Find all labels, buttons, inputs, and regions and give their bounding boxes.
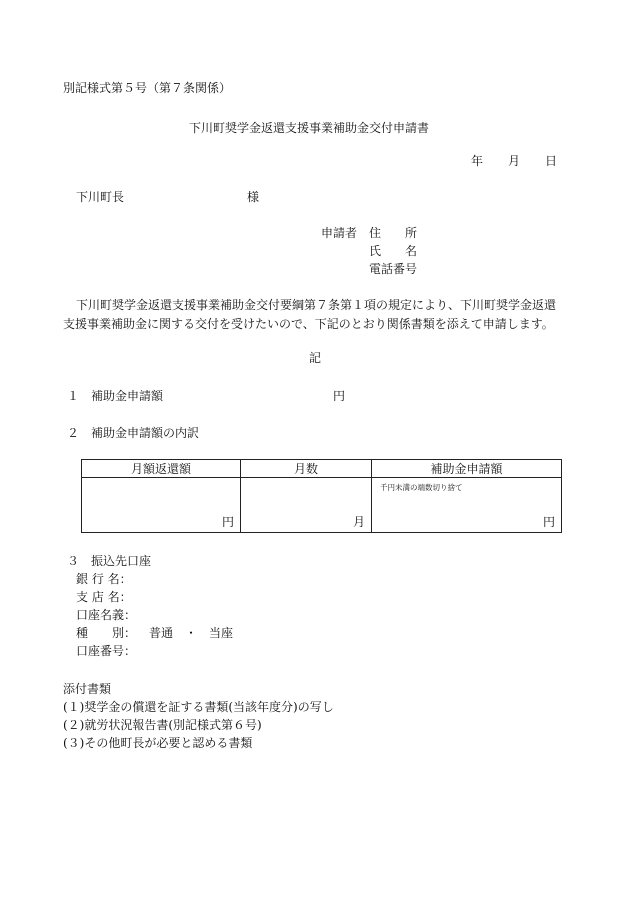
breakdown-input-row	[82, 478, 562, 533]
applicant-phone-label: 電話番号	[369, 262, 418, 276]
date-day: 日	[545, 154, 558, 168]
cell-months[interactable]	[241, 478, 372, 533]
attachment-item: (３)その他町長が必要と認める書類	[63, 736, 253, 750]
account-number-label: 口座番号：	[76, 644, 137, 658]
item1-unit: 円	[333, 389, 346, 403]
breakdown-table	[81, 459, 562, 533]
unit-yen: 円	[221, 515, 234, 529]
body-line-1: 下川町奨学金返還支援事業補助金交付要綱第７条第１項の規定により、下川町奨学金返還	[76, 298, 557, 312]
ki-heading: 記	[309, 351, 322, 365]
form-number: 別記様式第５号（第７条関係）	[63, 81, 232, 95]
cell-subsidy-amount[interactable]	[372, 478, 562, 533]
bank-name-label: 銀 行 名：	[76, 572, 132, 586]
item3-label: ３ 振込先口座	[67, 554, 152, 568]
cell-monthly-repayment[interactable]	[82, 478, 241, 533]
item1-label: １ 補助金申請額	[67, 389, 164, 403]
account-type-label: 種 別：	[76, 626, 137, 640]
applicant-address-label: 住 所	[369, 226, 418, 240]
header-subsidy-amount: 補助金申請額	[372, 460, 562, 478]
header-months: 月数	[241, 460, 372, 478]
date-month: 月	[508, 154, 521, 168]
account-type-options: 普通 ・ 当座	[149, 626, 234, 640]
date-year: 年	[471, 154, 484, 168]
unit-month: 月	[352, 515, 365, 529]
item2-label: ２ 補助金申請額の内訳	[67, 426, 200, 440]
account-holder-label: 口座名義：	[76, 608, 137, 622]
addressee-name: 下川町長	[76, 190, 125, 204]
attachment-item: (２)就労状況報告書(別記様式第６号)	[63, 718, 262, 732]
unit-yen: 円	[542, 515, 555, 529]
addressee-honorific: 様	[247, 190, 260, 204]
applicant-label: 申請者	[321, 226, 358, 240]
rounding-note: 千円未満の端数切り捨て	[380, 483, 463, 492]
branch-name-label: 支 店 名：	[76, 590, 132, 604]
header-monthly-repayment: 月額返還額	[82, 460, 241, 478]
form-title: 下川町奨学金返還支援事業補助金交付申請書	[189, 121, 430, 135]
body-line-2: 支援事業補助金に関する交付を受けたいので、下記のとおり関係書類を添えて申請します。	[63, 317, 554, 331]
breakdown-header-row	[82, 460, 562, 478]
attachments-heading: 添付書類	[63, 682, 112, 696]
applicant-name-label: 氏 名	[369, 244, 418, 258]
attachment-item: (１)奨学金の償還を証する書類(当該年度分)の写し	[63, 700, 334, 714]
